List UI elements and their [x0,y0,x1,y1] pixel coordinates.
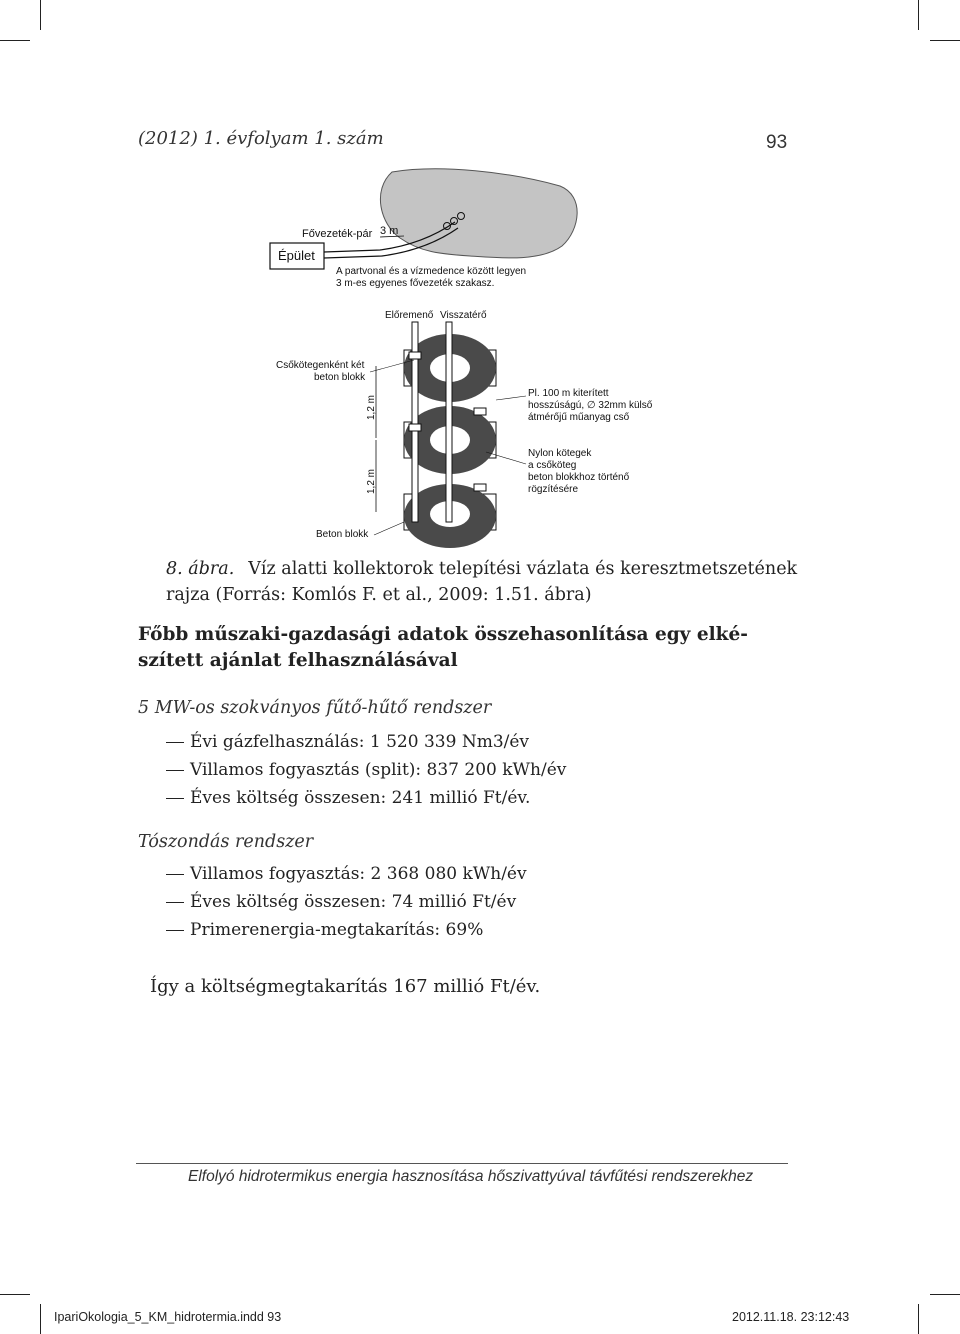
nylon-tie [409,424,421,431]
footer-rule [136,1163,788,1164]
leader-line [496,396,526,400]
installation-diagram [0,0,960,560]
section-title: Főbb műszaki-gazdasági adatok összehasonlítása egy elké-szített ajánlat felhasználásával [138,624,748,671]
dash-icon [166,930,184,931]
list-item: Villamos fogyasztás (split): 837 200 kWh/év [166,760,566,780]
nylon-note: rögzítésére [528,484,579,495]
return-label: Visszatérő [440,310,487,321]
crop-mark [40,1304,41,1334]
shore-note: 3 m-es egyenes fővezeték szakasz. [336,278,495,289]
return-pipe [446,322,452,522]
summary-line: Így a költségmegtakarítás 167 millió Ft/év. [150,976,541,997]
list-item: Éves költség összesen: 241 millió Ft/év. [166,788,530,808]
footer-text: Elfolyó hidrotermikus energia hasznosítása hőszivattyúval távfűtési rendszerekhez [188,1168,754,1185]
slug-datetime: 2012.11.18. 23:12:43 [732,1310,850,1324]
dash-icon [166,874,184,875]
nylon-note: beton blokkhoz történő [528,472,630,483]
pipe-note: Pl. 100 m kiterített [528,388,609,399]
dimension-label: 1,2 m [366,468,377,494]
bundle-label: Csőkötegenként két [276,360,365,371]
flow-label: Előremenő [385,310,434,321]
bundle-label: beton blokk [314,372,366,383]
dash-icon [166,770,184,771]
crop-mark [918,1304,919,1334]
nylon-tie [474,484,486,491]
list-item: Évi gázfelhasználás: 1 520 339 Nm3/év [166,732,529,752]
dimension-label: 1,2 m [366,394,377,420]
dash-icon [166,798,184,799]
distance-label: 3 m [380,225,399,237]
pipe-note: hosszúságú, ∅ 32mm külső [528,400,653,411]
standard-system-heading: 5 MW-os szokványos fűtő-hűtő rendszer [138,698,492,718]
list-item: Éves költség összesen: 74 millió Ft/év [166,892,516,912]
running-head: (2012) 1. évfolyam 1. szám [138,128,384,149]
leader-line [374,522,404,535]
pipe-note: átmérőjű műanyag cső [528,412,630,423]
figure-caption [166,556,806,608]
list-item: Primerenergia-megtakarítás: 69% [166,920,483,940]
dash-icon [166,742,184,743]
figure-label: 8. ábra. [166,559,235,579]
list-item: Villamos fogyasztás: 2 368 080 kWh/év [166,864,527,884]
lake-system-heading: Tószondás rendszer [138,832,314,852]
concrete-label: Beton blokk [316,529,369,540]
crop-mark [0,1294,30,1295]
figure-caption-text: Víz alatti kollektorok telepítési vázlata és keresztmetszetének rajza (Forrás: Komlós F. et al., 2009: 1.51. ábra) [166,559,798,605]
slug-filename: IpariOkologia_5_KM_hidrotermia.indd 93 [54,1310,282,1324]
page-number: 93 [766,132,788,153]
nylon-note: Nylon kötegek [528,448,592,459]
nylon-tie [409,352,421,359]
building-label: Épület [278,248,315,263]
lake-shape [380,169,577,258]
nylon-tie [474,408,486,415]
shore-note: A partvonal és a vízmedence között legyen [336,266,527,277]
main-pipe-label: Fővezeték-pár [302,228,373,240]
crop-mark [930,1294,960,1295]
dash-icon [166,902,184,903]
nylon-note: a csőköteg [528,460,577,471]
